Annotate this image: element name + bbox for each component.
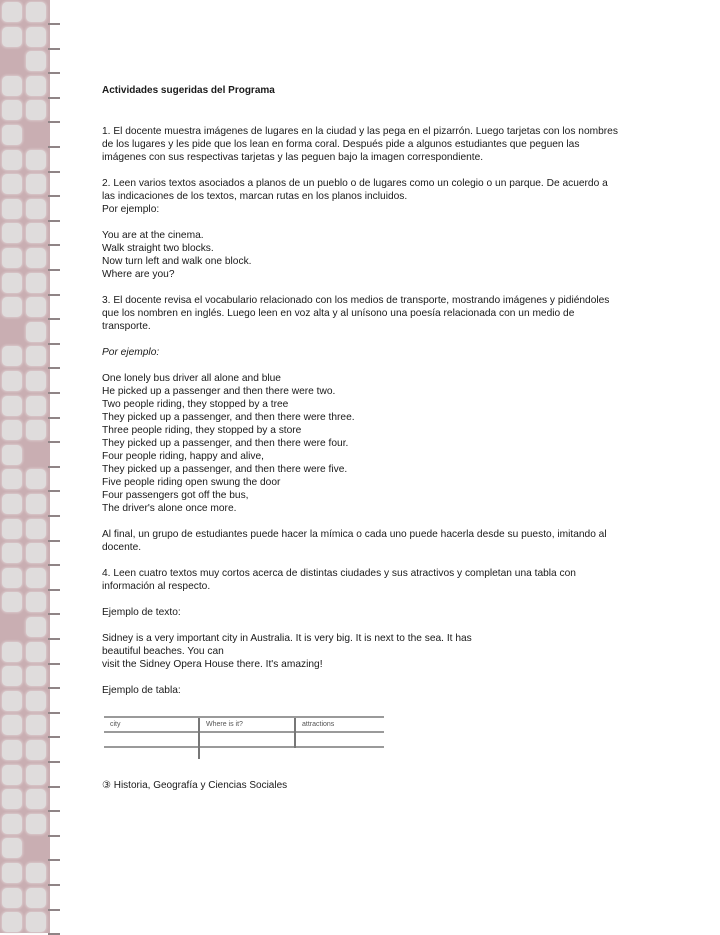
strip-tile xyxy=(26,740,46,760)
example-table xyxy=(104,716,384,759)
strip-tile xyxy=(26,76,46,96)
page-title: Actividades sugeridas del Programa xyxy=(102,85,275,96)
strip-tick xyxy=(48,859,60,861)
strip-tile xyxy=(26,174,46,194)
strip-tile xyxy=(2,543,22,563)
activity-1-text: 1. El docente muestra imágenes de lugares en la ciudad y las pega en el pizarrón. Luego tarjetas con los nombres de los lugares y les pide que los lean en forma coral. Después pide a algunos estudiantes que peguen las imágenes con sus respectivas tarjetas y las peguen bajo la imagen correspondiente. xyxy=(102,126,618,163)
strip-tick xyxy=(48,736,60,738)
text-example-line: Sidney is a very important city in Australia. It is very big. It is next to the sea. It has xyxy=(102,633,472,644)
poem-line: They picked up a passenger, and then there were five. xyxy=(102,464,348,475)
strip-tile xyxy=(26,494,46,514)
strip-tick xyxy=(48,294,60,296)
activity-2-block xyxy=(102,177,622,216)
strip-tile xyxy=(2,76,22,96)
table-cell xyxy=(295,732,384,747)
strip-tile xyxy=(2,666,22,686)
strip-tile xyxy=(2,519,22,539)
strip-tile xyxy=(2,740,22,760)
strip-tile xyxy=(2,863,22,883)
poem-line: Four passengers got off the bus, xyxy=(102,490,249,501)
strip-tick xyxy=(48,367,60,369)
strip-tick xyxy=(48,515,60,517)
example-line: You are at the cinema. xyxy=(102,230,204,241)
strip-tile xyxy=(26,150,46,170)
strip-tile xyxy=(2,789,22,809)
text-example-line: visit the Sidney Opera House there. It's amazing! xyxy=(102,659,323,670)
strip-tile xyxy=(2,592,22,612)
table-header-cell: city xyxy=(104,717,199,732)
strip-tick xyxy=(48,269,60,271)
strip-tick xyxy=(48,48,60,50)
strip-tick xyxy=(48,786,60,788)
strip-tick xyxy=(48,244,60,246)
strip-tile xyxy=(26,396,46,416)
strip-tick xyxy=(48,564,60,566)
strip-tile xyxy=(2,297,22,317)
strip-tile xyxy=(2,494,22,514)
table-example-label: Ejemplo de tabla: xyxy=(102,685,181,696)
strip-tile xyxy=(2,888,22,908)
strip-tick xyxy=(48,663,60,665)
activity-3-closing: Al final, un grupo de estudiantes puede hacer la mímica o cada uno puede hacerla desde su puesto, imitando al docente. xyxy=(102,529,607,553)
poem-line: Two people riding, they stopped by a tree xyxy=(102,399,289,410)
strip-tick xyxy=(48,540,60,542)
strip-tile xyxy=(2,27,22,47)
strip-tile xyxy=(2,199,22,219)
strip-tick xyxy=(48,613,60,615)
strip-tile xyxy=(26,248,46,268)
strip-tick xyxy=(48,97,60,99)
table-row xyxy=(104,747,384,759)
strip-tile xyxy=(26,371,46,391)
table-cell xyxy=(295,747,384,759)
strip-tile xyxy=(26,322,46,342)
poem-line: Three people riding, they stopped by a store xyxy=(102,425,302,436)
table-cell xyxy=(199,732,295,747)
table-header-cell: attractions xyxy=(295,717,384,732)
strip-tile xyxy=(26,519,46,539)
strip-tile xyxy=(26,691,46,711)
strip-tick xyxy=(48,220,60,222)
strip-tile xyxy=(2,248,22,268)
strip-tick xyxy=(48,23,60,25)
strip-tile xyxy=(26,27,46,47)
strip-tile xyxy=(26,715,46,735)
activity-2-text: 2. Leen varios textos asociados a planos de un pueblo o de lugares como un colegio o un parque. De acuerdo a las indicaciones de los textos, marcan rutas en los planos incluidos. xyxy=(102,178,608,202)
strip-tick xyxy=(48,909,60,911)
strip-tile xyxy=(26,420,46,440)
strip-tile xyxy=(2,396,22,416)
example-line: Now turn left and walk one block. xyxy=(102,256,252,267)
table-row xyxy=(104,732,384,747)
strip-tick xyxy=(48,146,60,148)
poem-line: One lonely bus driver all alone and blue xyxy=(102,373,281,384)
strip-tick xyxy=(48,121,60,123)
strip-tick xyxy=(48,195,60,197)
table-cell xyxy=(104,732,199,747)
strip-tile xyxy=(2,346,22,366)
strip-tile xyxy=(26,543,46,563)
strip-tile xyxy=(2,765,22,785)
strip-tick xyxy=(48,171,60,173)
strip-tile xyxy=(26,51,46,71)
strip-tile xyxy=(26,666,46,686)
strip-tile xyxy=(26,642,46,662)
text-example-label: Ejemplo de texto: xyxy=(102,607,181,618)
strip-tile xyxy=(26,765,46,785)
strip-tile xyxy=(2,838,22,858)
strip-tile xyxy=(2,223,22,243)
strip-tile xyxy=(2,568,22,588)
strip-tick xyxy=(48,343,60,345)
strip-tick xyxy=(48,392,60,394)
strip-tile xyxy=(2,150,22,170)
strip-tile xyxy=(2,642,22,662)
strip-tile xyxy=(26,297,46,317)
strip-tile xyxy=(26,346,46,366)
strip-tile xyxy=(2,814,22,834)
strip-tick xyxy=(48,318,60,320)
strip-tile xyxy=(26,568,46,588)
strip-tick xyxy=(48,490,60,492)
table-header-cell: Where is it? xyxy=(199,717,295,732)
example-line: Where are you? xyxy=(102,269,175,280)
strip-tick xyxy=(48,589,60,591)
poem-line: He picked up a passenger and then there were two. xyxy=(102,386,336,397)
table-cell xyxy=(199,747,295,759)
strip-tick xyxy=(48,72,60,74)
poem-line: Five people riding open swung the door xyxy=(102,477,281,488)
strip-tile xyxy=(26,814,46,834)
strip-tile xyxy=(2,2,22,22)
strip-tile xyxy=(26,273,46,293)
strip-tile xyxy=(26,592,46,612)
strip-tile xyxy=(2,273,22,293)
strip-tile xyxy=(26,912,46,932)
strip-tick xyxy=(48,441,60,443)
strip-tick xyxy=(48,466,60,468)
strip-tick xyxy=(48,687,60,689)
activity-3-text: 3. El docente revisa el vocabulario relacionado con los medios de transporte, mostrando imágenes y pidiéndoles que los nombren en inglés. Luego leen en voz alta y al unísono una poesía relacionada con un medio de transporte. xyxy=(102,295,610,332)
strip-tile xyxy=(2,420,22,440)
poem-line: The driver's alone once more. xyxy=(102,503,237,514)
page-footer: ③ Historia, Geografía y Ciencias Sociales xyxy=(102,780,288,791)
strip-tile xyxy=(2,100,22,120)
poem-line: They picked up a passenger, and then there were four. xyxy=(102,438,349,449)
activity-4-text: 4. Leen cuatro textos muy cortos acerca de distintas ciudades y sus atractivos y completan una tabla con información al respecto. xyxy=(102,568,576,592)
poem-line: Four people riding, happy and alive, xyxy=(102,451,264,462)
strip-tick xyxy=(48,761,60,763)
strip-tile xyxy=(26,223,46,243)
strip-tick xyxy=(48,810,60,812)
strip-tile xyxy=(2,469,22,489)
strip-tile xyxy=(26,199,46,219)
strip-tile xyxy=(26,469,46,489)
strip-tile xyxy=(26,863,46,883)
strip-tile xyxy=(26,888,46,908)
strip-tick xyxy=(48,712,60,714)
decorative-binding-strip xyxy=(0,0,62,933)
strip-tile xyxy=(2,371,22,391)
strip-tick xyxy=(48,884,60,886)
strip-tile xyxy=(2,715,22,735)
example-line: Walk straight two blocks. xyxy=(102,243,214,254)
strip-tile xyxy=(26,617,46,637)
table-cell xyxy=(104,747,199,759)
strip-tick xyxy=(48,638,60,640)
text-example-block xyxy=(102,606,622,619)
activity-3-example-block xyxy=(102,346,622,359)
strip-tile xyxy=(2,912,22,932)
strip-tile xyxy=(2,125,22,145)
activity-2-example-label: Por ejemplo: xyxy=(102,204,160,215)
poem-line: They picked up a passenger, and then there were three. xyxy=(102,412,355,423)
strip-tick xyxy=(48,835,60,837)
strip-tile xyxy=(26,2,46,22)
strip-tile xyxy=(26,100,46,120)
strip-tick xyxy=(48,417,60,419)
strip-tile xyxy=(2,691,22,711)
activity-3-example-label: Por ejemplo: xyxy=(102,347,160,358)
strip-tile xyxy=(26,789,46,809)
text-example-line: beautiful beaches. You can xyxy=(102,646,224,657)
table-header-row xyxy=(104,717,384,732)
strip-tile xyxy=(2,445,22,465)
strip-tile xyxy=(2,174,22,194)
document-page xyxy=(102,84,622,792)
